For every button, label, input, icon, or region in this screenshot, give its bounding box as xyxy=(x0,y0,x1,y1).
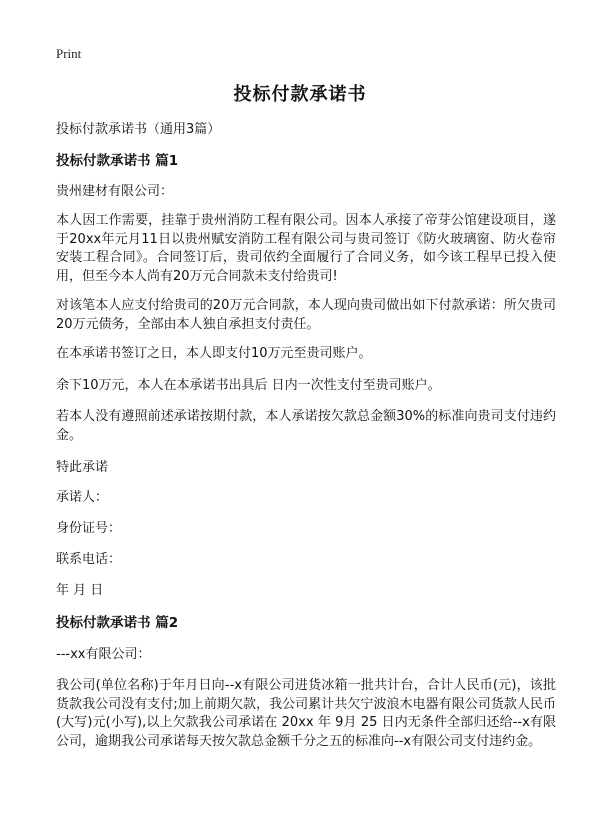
section1-paragraph-5: 若本人没有遵照前述承诺按期付款，本人承诺按欠款总金额30%的标准向贵司支付违约金。 xyxy=(56,409,556,443)
section1-paragraph-2: 对该笔本人应支付给贵司的20万元合同款，本人现向贵司做出如下付款承诺：所欠贵司20万元债务，全部由本人独自承担支付责任。 xyxy=(56,298,556,332)
date-label: 年 月 日 xyxy=(56,583,104,598)
print-label: Print xyxy=(56,46,82,61)
phone-label: 联系电话： xyxy=(56,552,122,567)
section1-salutation: 贵州建材有限公司： xyxy=(56,184,174,199)
id-number-label: 身份证号： xyxy=(56,521,122,536)
document-subtitle: 投标付款承诺书（通用3篇） xyxy=(56,122,221,137)
section1-paragraph-1: 本人因工作需要，挂靠于贵州消防工程有限公司。因本人承接了帝芽公馆建设项目，遂于20xx年元月11日以贵州赋安消防工程有限公司与贵司签订《防火玻璃窗、防火卷帘安装工程合同》。合同签订后，贵司依约全面履行了合同义务，如今该工程早已投入使用，但至今本人尚有20万元合同款未支付给贵司! xyxy=(56,213,556,284)
section1-paragraph-3: 在本承诺书签订之日，本人即支付10万元至贵司账户。 xyxy=(56,346,372,361)
section1-paragraph-4: 余下10万元，本人在本承诺书出具后 日内一次性支付至贵司账户。 xyxy=(56,378,441,393)
section2-salutation: ---xx有限公司： xyxy=(56,647,151,662)
section2-paragraph: 我公司(单位名称)于年月日向--x有限公司进货冰箱一批共计台，合计人民币(元)，该批货款我公司没有支付;加上前期欠款，我公司累计共欠宁波浪木电器有限公司货款人民币(大写)元(小写),以上欠款我公司承诺在 20xx 年 9月 25 日内无条件全部归还给--x有限公司，逾期我公司承诺每天按欠款总金额千分之五的标准向--x有限公司支付违约金。 xyxy=(56,678,556,749)
document-title: 投标付款承诺书 xyxy=(233,84,367,105)
closing-text: 特此承诺 xyxy=(56,460,109,475)
promisor-label: 承诺人： xyxy=(56,490,109,505)
section2-heading: 投标付款承诺书 篇2 xyxy=(56,615,179,631)
section1-heading: 投标付款承诺书 篇1 xyxy=(56,153,179,169)
